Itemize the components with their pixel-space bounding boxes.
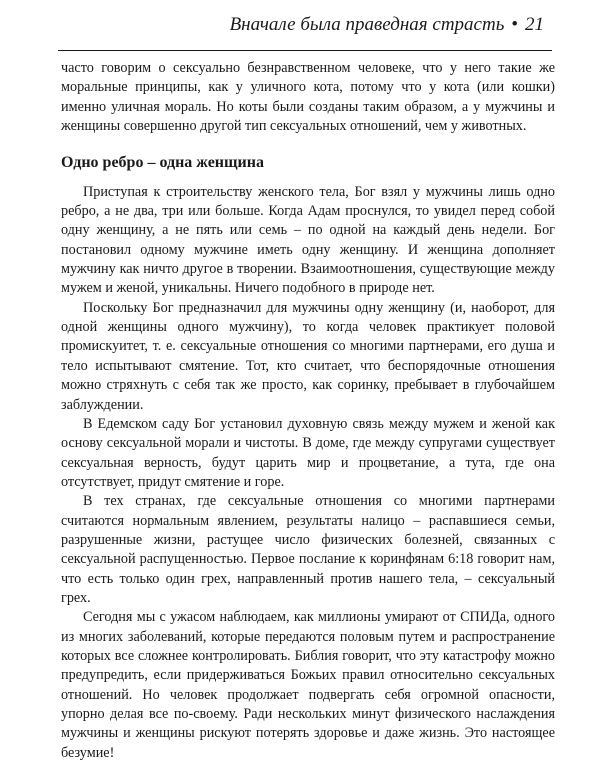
running-header-title: Вначале была праведная страсть <box>229 14 505 35</box>
body-text <box>61 59 555 763</box>
lead-paragraph: часто говорим о сексуально безнравственном человеке, что у него такие же моральные принципы, как у уличного кота, потому что у кота (или кошки) именно уличная мораль. Но коты были созданы таким образом, а у мужчины и женщины совершенно другой тип сексуальных отношений, чем у животных. <box>61 60 555 135</box>
paragraph-2: Поскольку Бог предназначил для мужчины одну женщину (и, наоборот, для одной женщины одного мужчину), то когда человек практикует половой промискуитет, т. е. сексуальные отношения со многими партнерами, его душа и тело испытывают смятение. Тот, кто считает, что беспорядочные отношения можно стряхнуть с себя так же просто, как соринку, пребывает в глубочайшем заблуждении. <box>61 299 555 413</box>
page-number: 21 <box>525 14 544 35</box>
paragraph-1: Приступая к строительству женского тела, Бог взял у мужчины лишь одно ребро, а не два, три или больше. Когда Адам проснулся, то увидел перед собой одну женщину, а не пять или семь – по одной на каждый день недели. Бог постановил одному мужчине иметь одну женщину. И женщина дополняет мужчину как ничто другое в творении. Взаимоотношения, существующие между мужем и женой, уникальны. Ничего подобного в природе нет. <box>61 183 555 297</box>
paragraph-5: Сегодня мы с ужасом наблюдаем, как миллионы умирают от СПИДа, одного из многих заболеваний, которые передаются половым путем и распространение которых все сложнее контролировать. Библия говорит, что эту катастрофу можно предупредить, если придерживаться Божьих правил относительно сексуальных отношений. Но человек продолжает подвергать себя огромной опасности, упорно делая все по-своему. Ради нескольких минут физического наслаждения мужчины и женщины рискуют потерять здоровье и даже жизнь. Это настоящее безумие! <box>61 609 555 761</box>
paragraph-4: В тех странах, где сексуальные отношения со многими партнерами считаются нормальным явлением, результаты налицо – распавшиеся семьи, разрушенные жизни, растущее число физических болезней, связанных с сексуальной распущенностью. Первое послание к коринфянам 6:18 говорит нам, что есть только один грех, направленный против нашего тела, – сексуальный грех. <box>61 493 555 606</box>
paragraph-3: В Едемском саду Бог установил духовную связь между мужем и женой как основу сексуальной морали и чистоты. В доме, где между супругами существует сексуальная верность, будут царить мир и процветание, а тута, где она отсутствует, придут смятение и горе. <box>61 415 555 490</box>
running-header <box>230 14 544 36</box>
header-rule <box>58 50 552 51</box>
header-separator: • <box>511 14 518 35</box>
section-heading: Одно ребро – одна женщина <box>61 154 264 172</box>
